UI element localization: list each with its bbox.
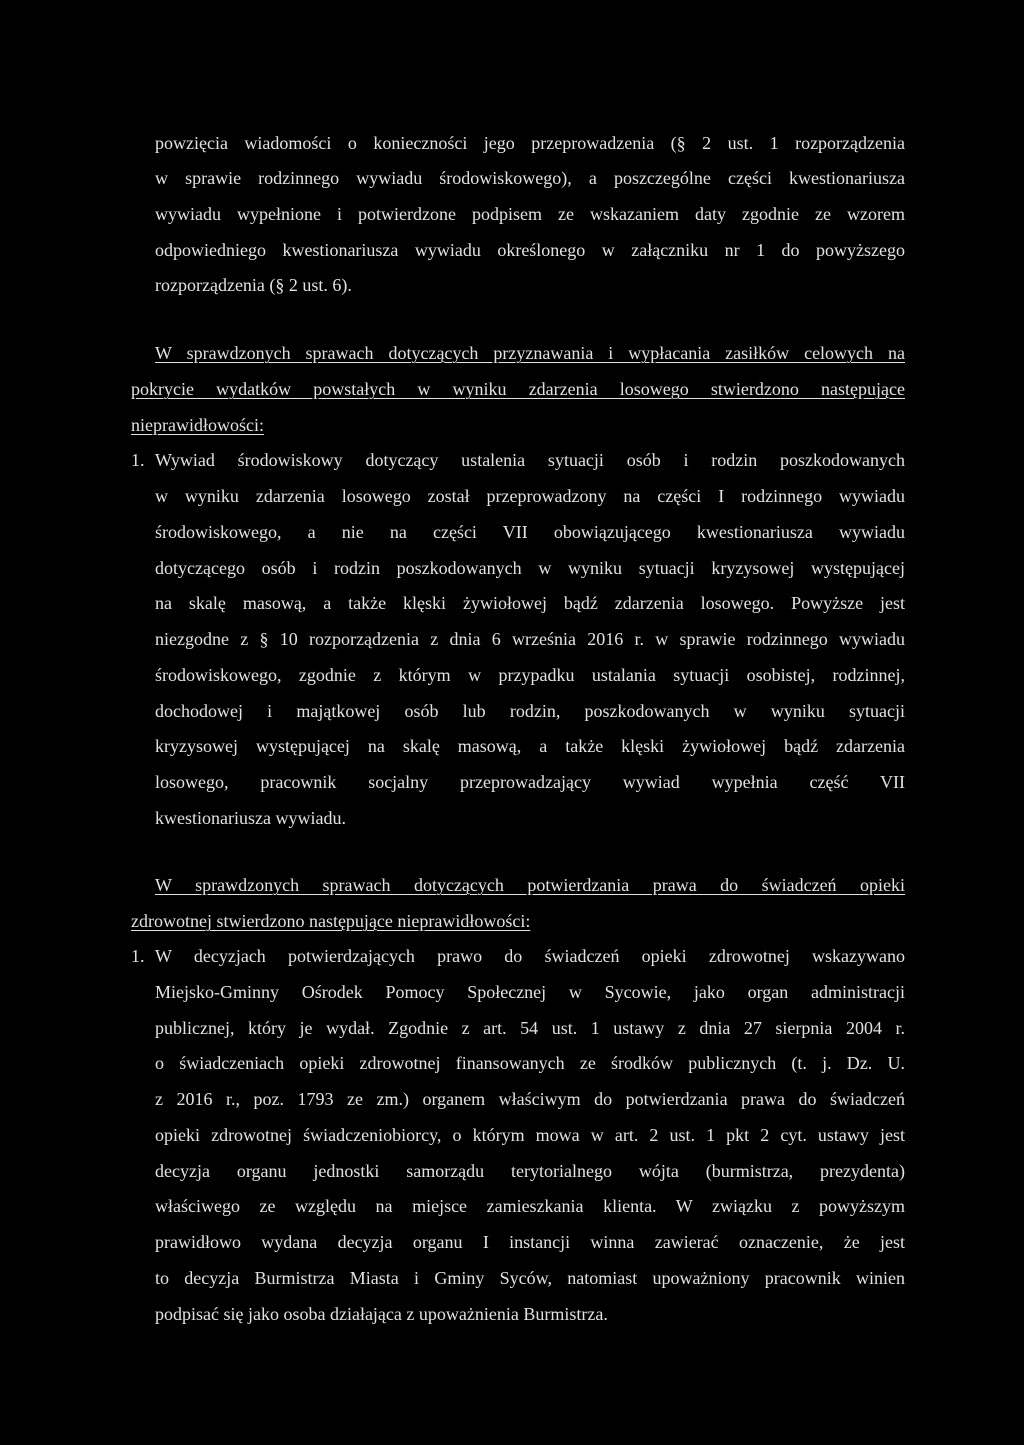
section2-item-number: 1. — [131, 946, 145, 966]
intro-line: odpowiedniego kwestionariusza wywiadu określonego w załączniku nr 1 do powyższego — [155, 240, 905, 260]
section1-item-line: na skalę masową, a także klęski żywiołowej bądź zdarzenia losowego. Powyższe jest — [155, 593, 905, 613]
section1-item-line: dochodowej i majątkowej osób lub rodzin, poszkodowanych w wyniku sytuacji — [155, 701, 905, 721]
section2-item-line: prawidłowo wydana decyzja organu I instancji winna zawierać oznaczenie, że jest — [155, 1232, 905, 1252]
intro-line: wywiadu wypełnione i potwierdzone podpisem ze wskazaniem daty zgodnie ze wzorem — [155, 204, 905, 224]
section2-heading-line: zdrowotnej stwierdzono następujące nieprawidłowości: — [131, 911, 531, 931]
section2-item-line: publicznej, który je wydał. Zgodnie z art. 54 ust. 1 ustawy z dnia 27 sierpnia 2004 r. — [155, 1018, 905, 1038]
section1-item-line: kwestionariusza wywiadu. — [155, 808, 346, 828]
section1-item-line: środowiskowego, zgodnie z którym w przypadku ustalania sytuacji osobistej, rodzinnej, — [155, 665, 905, 685]
section2-item-line: z 2016 r., poz. 1793 ze zm.) organem właściwym do potwierdzania prawa do świadczeń — [155, 1089, 905, 1109]
section1-item-number: 1. — [131, 450, 145, 470]
intro-line: w sprawie rodzinnego wywiadu środowiskowego), a poszczególne części kwestionariusza — [155, 168, 905, 188]
section1-item-line: w wyniku zdarzenia losowego został przeprowadzony na części I rodzinnego wywiadu — [155, 486, 905, 506]
section2-item-line: podpisać się jako osoba działająca z upoważnienia Burmistrza. — [155, 1304, 608, 1324]
intro-line: rozporządzenia (§ 2 ust. 6). — [155, 275, 352, 295]
section1-item-line: losowego, pracownik socjalny przeprowadzający wywiad wypełnia część VII — [155, 772, 905, 792]
section2-item-line: to decyzja Burmistrza Miasta i Gminy Syców, natomiast upoważniony pracownik winien — [155, 1268, 905, 1288]
section1-heading-line: nieprawidłowości: — [131, 415, 264, 435]
section1-item-line: środowiskowego, a nie na części VII obowiązującego kwestionariusza wywiadu — [155, 522, 905, 542]
section1-item-line: Wywiad środowiskowy dotyczący ustalenia sytuacji osób i rodzin poszkodowanych — [155, 450, 905, 470]
section1-item-line: niezgodne z § 10 rozporządzenia z dnia 6 września 2016 r. w sprawie rodzinnego wywiadu — [155, 629, 905, 649]
section2-item-line: W decyzjach potwierdzających prawo do świadczeń opieki zdrowotnej wskazywano — [155, 946, 905, 966]
section1-heading-line: W sprawdzonych sprawach dotyczących przyznawania i wypłacania zasiłków celowych na — [155, 343, 905, 363]
section1-heading-line: pokrycie wydatków powstałych w wyniku zdarzenia losowego stwierdzono następujące — [131, 379, 905, 399]
section2-item-line: opieki zdrowotnej świadczeniobiorcy, o którym mowa w art. 2 ust. 1 pkt 2 cyt. ustawy jest — [155, 1125, 905, 1145]
section2-item-line: o świadczeniach opieki zdrowotnej finansowanych ze środków publicznych (t. j. Dz. U. — [155, 1053, 905, 1073]
section2-item-line: Miejsko-Gminny Ośrodek Pomocy Społecznej w Sycowie, jako organ administracji — [155, 982, 905, 1002]
section2-item-line: decyzja organu jednostki samorządu terytorialnego wójta (burmistrza, prezydenta) — [155, 1161, 905, 1181]
section1-item-line: kryzysowej występującej na skalę masową, a także klęski żywiołowej bądź zdarzenia — [155, 736, 905, 756]
section2-item-line: właściwego ze względu na miejsce zamieszkania klienta. W związku z powyższym — [155, 1196, 905, 1216]
section1-item-line: dotyczącego osób i rodzin poszkodowanych w wyniku sytuacji kryzysowej występującej — [155, 558, 905, 578]
intro-line: powzięcia wiadomości o konieczności jego przeprowadzenia (§ 2 ust. 1 rozporządzenia — [155, 133, 905, 153]
section2-heading-line: W sprawdzonych sprawach dotyczących potwierdzania prawa do świadczeń opieki — [155, 875, 905, 895]
